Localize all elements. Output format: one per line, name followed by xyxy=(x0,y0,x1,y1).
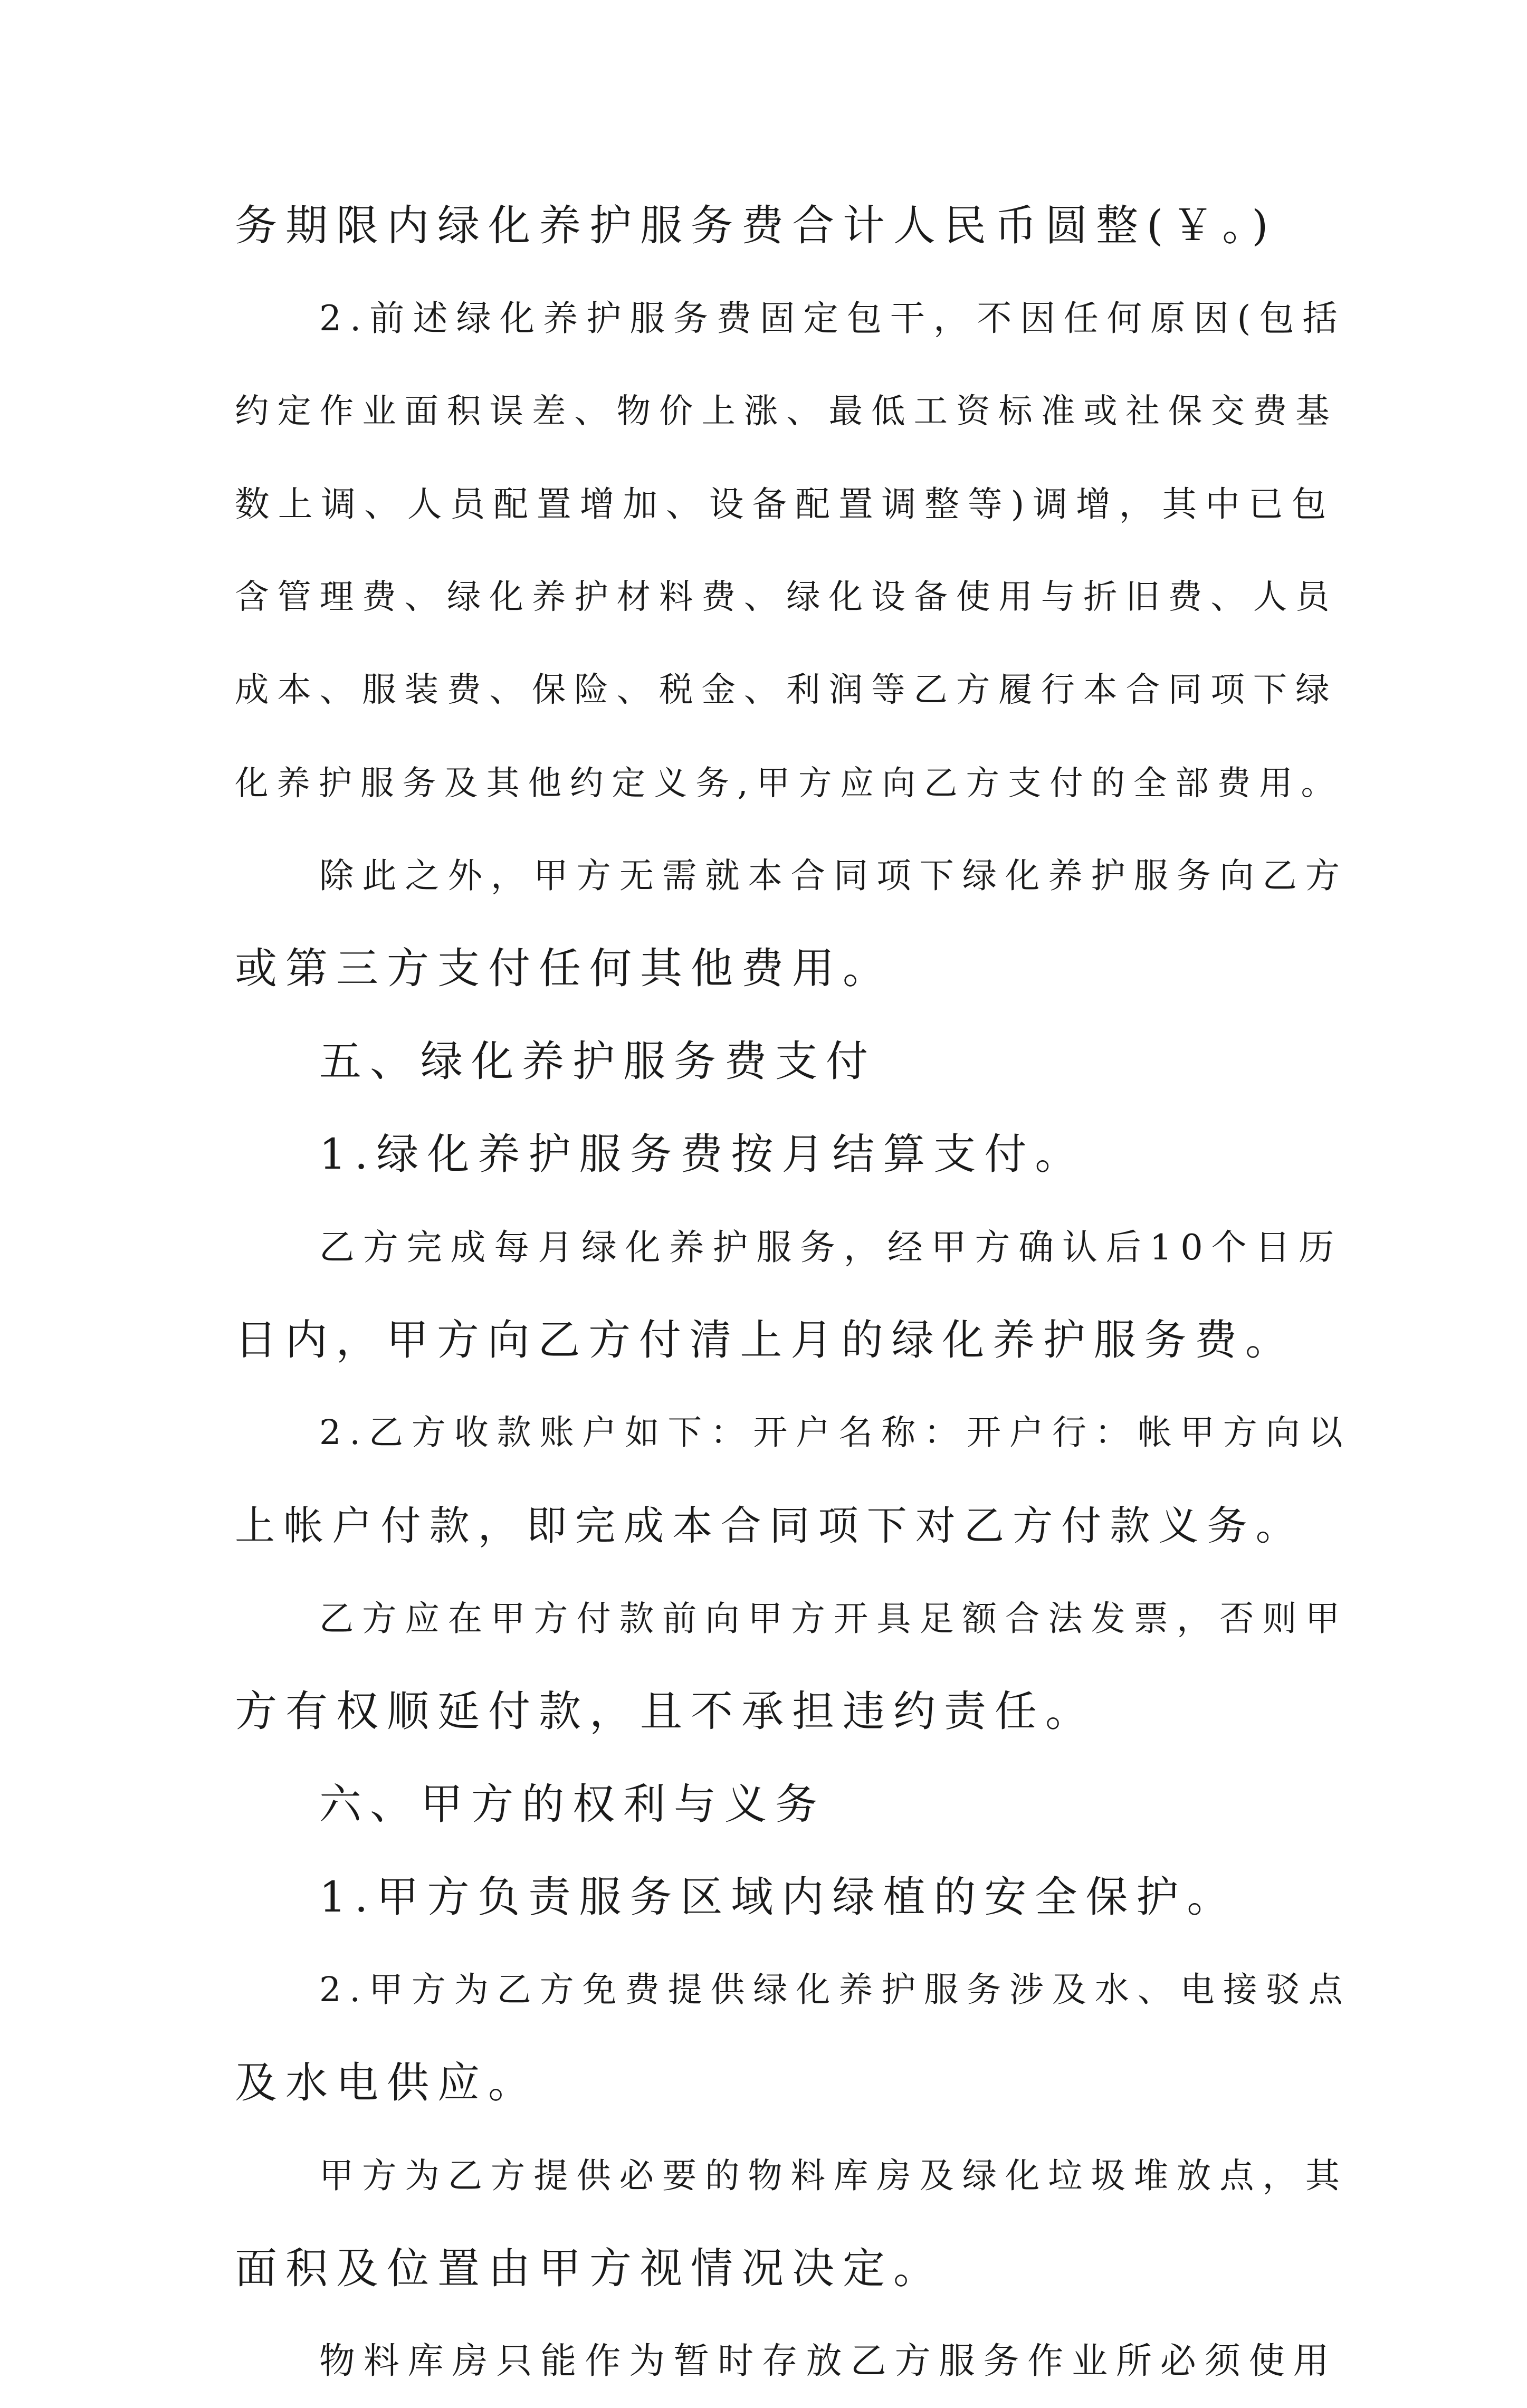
text-line: 物料库房只能作为暂时存放乙方服务作业所必须使用 xyxy=(319,2340,1338,2382)
text-line: 成本、服装费、保险、税金、利润等乙方履行本合同项下绿 xyxy=(235,670,1338,710)
text-line: 数上调、人员配置增加、设备配置调整等)调增，其中已包 xyxy=(235,484,1335,524)
text-line: 2.前述绿化养护服务费固定包干，不因任何原因(包括 xyxy=(319,298,1346,339)
text-line: 方有权顺延付款，且不承担违约责任。 xyxy=(235,1687,1096,1736)
text-line: 面积及位置由甲方视情况决定。 xyxy=(235,2244,944,2293)
text-line: 乙方完成每月绿化养护服务，经甲方确认后10个日历 xyxy=(319,1227,1343,1268)
text-line: 或第三方支付任何其他费用。 xyxy=(235,944,893,993)
text-line: 1.甲方负责服务区域内绿植的安全保护。 xyxy=(319,1872,1238,1922)
text-line: 含管理费、绿化养护材料费、绿化设备使用与折旧费、人员 xyxy=(235,577,1338,617)
text-line: 上帐户付款，即完成本合同项下对乙方付款义务。 xyxy=(235,1502,1304,1549)
text-line: 1.绿化养护服务费按月结算支付。 xyxy=(319,1130,1086,1179)
text-line: 2.甲方为乙方免费提供绿化养护服务涉及水、电接驳点 xyxy=(319,1970,1351,2010)
text-line: 及水电供应。 xyxy=(235,2058,539,2107)
text-line: 日内，甲方向乙方付清上月的绿化养护服务费。 xyxy=(235,1315,1296,1364)
document-body xyxy=(235,179,1351,2408)
text-line: 化养护服务及其他约定义务,甲方应向乙方支付的全部费用。 xyxy=(235,763,1343,802)
text-line: 除此之外，甲方无需就本合同项下绿化养护服务向乙方 xyxy=(319,856,1348,896)
text-line: 五、绿化养护服务费支付 xyxy=(319,1037,876,1086)
text-line: 2.乙方收款账户如下：开户名称：开户行：帐甲方向以 xyxy=(319,1413,1351,1453)
text-line: 约定作业面积误差、物价上涨、最低工资标准或社保交费基 xyxy=(235,391,1338,431)
text-line: 乙方应在甲方付款前向甲方开具足额合法发票，否则甲 xyxy=(319,1599,1348,1639)
text-line: 六、甲方的权利与义务 xyxy=(319,1780,826,1829)
text-line: 甲方为乙方提供必要的物料库房及绿化垃圾堆放点，其 xyxy=(319,2156,1348,2196)
text-line: 务期限内绿化养护服务费合计人民币圆整(￥。) xyxy=(235,201,1277,250)
